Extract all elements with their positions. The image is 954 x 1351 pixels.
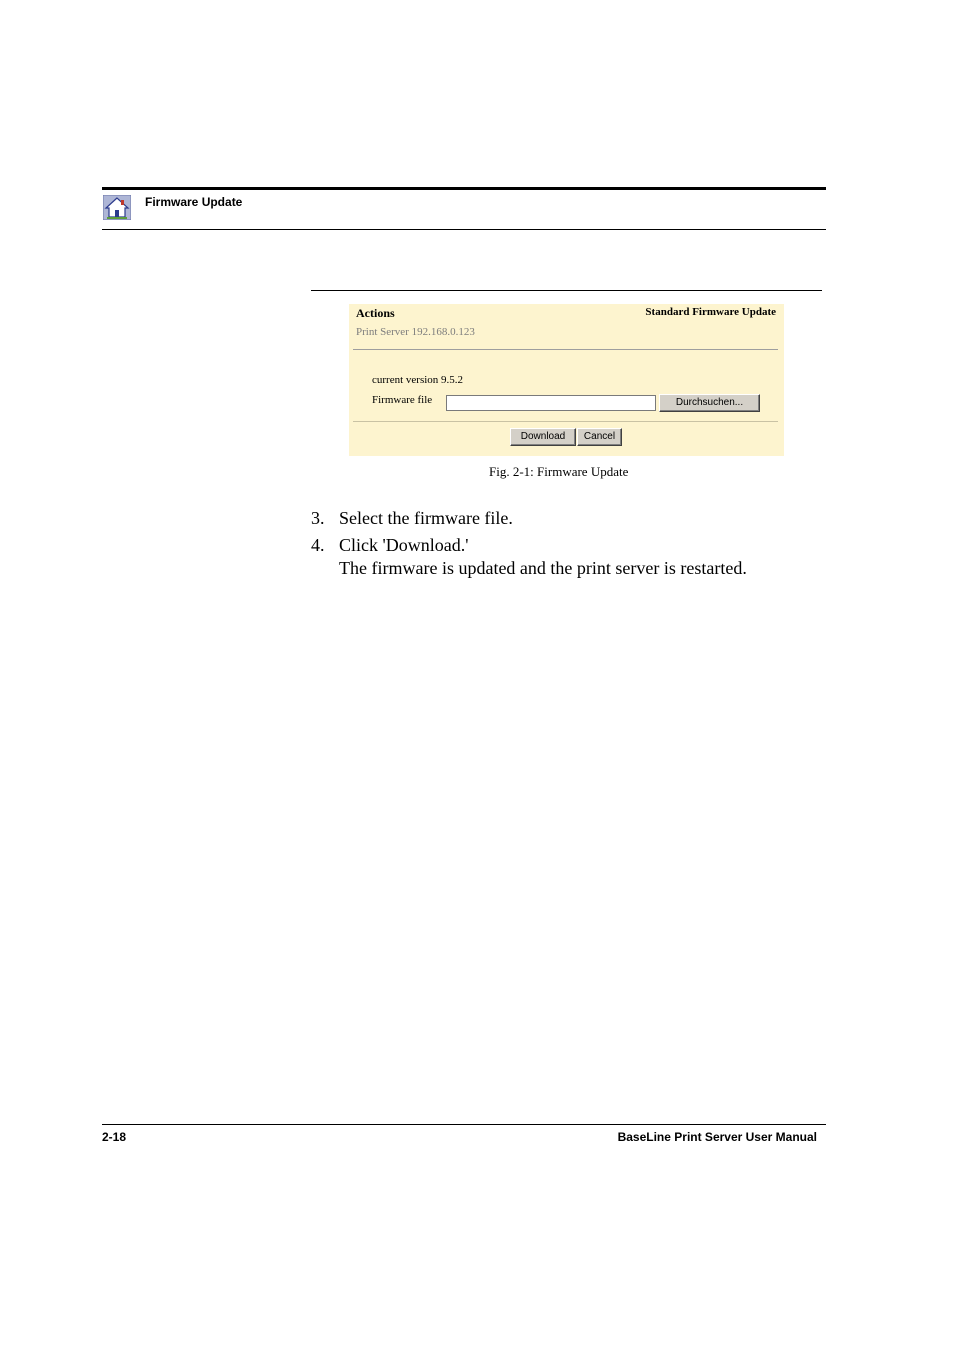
panel-divider-top	[353, 349, 778, 350]
step-number: 4.	[311, 535, 325, 555]
print-server-label: Print Server 192.168.0.123	[356, 326, 475, 338]
manual-title: BaseLine Print Server User Manual	[617, 1130, 817, 1144]
browse-button[interactable]: Durchsuchen...	[659, 394, 760, 412]
step-text: Click 'Download.'	[339, 535, 469, 555]
page-header-title: Firmware Update	[145, 195, 243, 209]
figure-caption: Fig. 2-1: Firmware Update	[489, 464, 629, 479]
current-version-row	[372, 374, 463, 386]
footer-divider	[102, 1124, 826, 1125]
firmware-update-panel	[349, 304, 784, 456]
step-number: 3.	[311, 508, 325, 528]
mode-label: Standard Firmware Update	[645, 306, 776, 318]
page-number: 2-18	[102, 1130, 127, 1144]
firmware-file-label: Firmware file	[372, 394, 433, 406]
step-detail: The firmware is updated and the print server is restarted.	[339, 558, 747, 578]
section-divider	[311, 290, 822, 291]
home-icon	[103, 195, 131, 220]
cancel-button[interactable]: Cancel	[577, 428, 622, 446]
download-button[interactable]: Download	[510, 428, 576, 446]
current-version-label: current version	[372, 374, 439, 386]
step-text: Select the firmware file.	[339, 508, 513, 528]
panel-divider-bottom	[353, 421, 778, 422]
current-version-value: 9.5.2	[441, 374, 464, 386]
header-rule	[102, 187, 826, 190]
header-divider	[102, 229, 826, 230]
firmware-file-input[interactable]	[446, 395, 656, 411]
actions-label: Actions	[356, 306, 395, 320]
